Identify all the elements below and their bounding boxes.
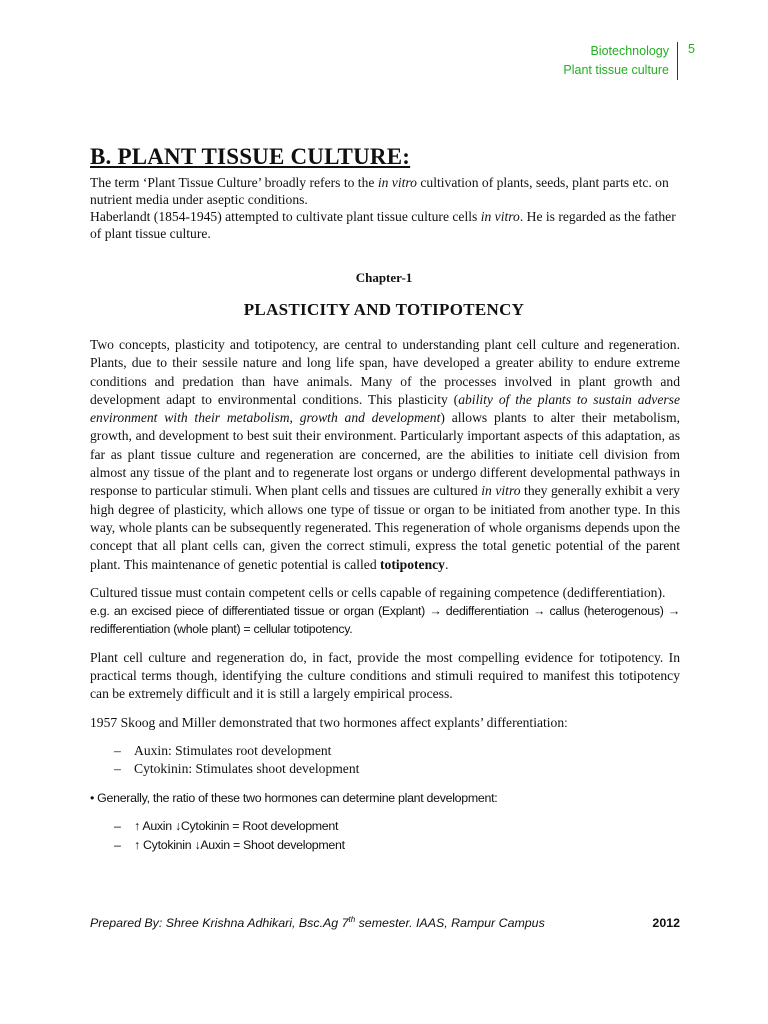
intro-paragraph-2 (90, 208, 680, 242)
text-run: ) allows plants to alter their metabolism, growth, and development to best suit their environment. Particularly important aspects of this adaptation, as far as plant tissue culture and regeneration are concerned, are the abilities to initiate cell division from almost any tissue of the plant and to regenerate lost organs or undergo different developmental pathways in response to particular stimuli. When plant cells and tissues are cultured (90, 410, 681, 499)
italic-run: ability of the plants to sustain adverse environment with their metabolism, growth and development (90, 391, 680, 426)
intro-text: cultivation of plants, seeds, plant parts etc. on nutrient media under aseptic conditions. (90, 175, 669, 207)
chapter-label: Chapter-1 (355, 270, 413, 285)
dash-marker: – (114, 742, 121, 758)
text-run: Cultured tissue must contain competent cells or cells capable of regaining competence (dedifferentiation). (90, 584, 666, 600)
footer-year: 2012 (652, 916, 680, 930)
text-run: . (444, 556, 449, 572)
chapter-heading: PLASTICITY AND TOTIPOTENCY (243, 300, 525, 319)
paragraph-evidence: Plant cell culture and regeneration do, in fact, provide the most compelling evidence for totipotency. In practical terms though, identifying the culture conditions and stimuli required to manifest this totipotency can be extremely difficult and it is still a largely empirical process. (90, 649, 680, 702)
paragraph-skoog-miller (90, 714, 680, 732)
dash-marker: – (114, 761, 121, 777)
list-item-text: Auxin: Stimulates root development (134, 742, 332, 758)
list-item (90, 836, 680, 855)
dash-marker: – (114, 819, 121, 834)
intro-text: Haberlandt (1854-1945) attempted to cultivate plant tissue culture cells (90, 209, 481, 224)
footer-text: Prepared By: Shree Krishna Adhikari, Bsc.Ag 7 (90, 916, 349, 930)
list-item-text: ↑ Cytokinin ↓Auxin = Shoot development (134, 837, 345, 852)
text-run: they generally exhibit a very high degree of plasticity, which allows one type of tissue or organ to be initiated from another type. In this way, whole plants can be subsequently regenerated. This regeneration of whole organisms depends upon the concept that all plant cells can, given the correct stimuli, express the total genetic potential of the parent plant. This maintenance of genetic potential is called (90, 483, 680, 572)
italic-run: in vitro (481, 483, 521, 499)
list-item (90, 817, 680, 836)
body-text (90, 336, 680, 864)
intro-block (90, 174, 680, 242)
generally-bullet: • Generally, the ratio of these two hormones can determine plant development: (90, 790, 498, 805)
intro-text: The term ‘Plant Tissue Culture’ broadly refers to the (90, 175, 378, 190)
intro-text: . He is regarded as the father of plant tissue culture. (90, 209, 676, 241)
example-run: e.g. an excised piece of differentiated tissue or organ (Explant) → dedifferentiation → callus (heterogenous) → redifferentiation (whole plant) = cellular totipotency. (90, 604, 680, 637)
intro-italic: in vitro (377, 175, 417, 190)
dash-marker: – (114, 837, 121, 852)
page-footer (90, 916, 680, 930)
intro-paragraph-1 (90, 174, 680, 208)
page-number: 5 (688, 42, 695, 56)
bold-run: totipotency (380, 556, 445, 572)
prepared-by (90, 916, 545, 930)
list-item (90, 742, 680, 761)
paragraph-plasticity (90, 336, 680, 574)
ratio-list (90, 817, 680, 854)
hormone-list (90, 742, 680, 779)
running-header (563, 42, 678, 80)
header-subject: Biotechnology (590, 44, 669, 58)
text-run: : (564, 715, 568, 730)
list-item-text: Cytokinin: Stimulates shoot development (134, 761, 360, 777)
paragraph-competence (90, 584, 680, 639)
list-item-text: ↑ Auxin ↓Cytokinin = Root development (134, 819, 339, 834)
list-item (90, 760, 680, 779)
section-title: B. PLANT TISSUE CULTURE: (90, 144, 411, 169)
footer-sup: th (348, 914, 356, 924)
intro-italic: in vitro (480, 209, 520, 224)
header-topic: Plant tissue culture (563, 63, 669, 77)
footer-text: semester. IAAS, Rampur Campus (355, 916, 545, 930)
text-run: Two concepts, plasticity and totipotency, are central to understanding plant cell culture and regeneration. Plants, due to their sessile nature and long life span, have developed a greater ability to endure extreme conditions and predation than have animals. Many of the processes involved in plant growth and development adapt to environmental conditions. This plasticity ( (90, 337, 680, 407)
text-run: 1957 Skoog and Miller demonstrated that two hormones affect explants’ differentiation (90, 714, 565, 730)
